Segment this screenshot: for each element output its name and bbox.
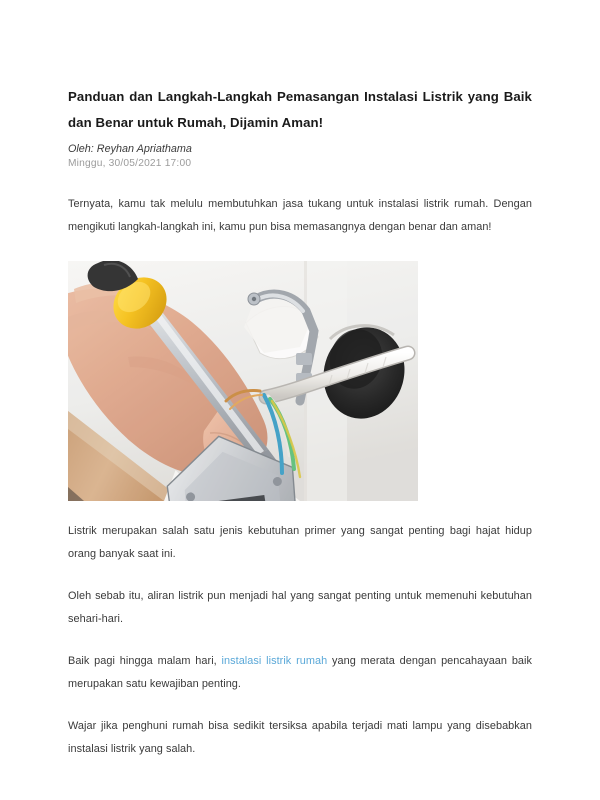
body-paragraph-4: Wajar jika penghuni rumah bisa sedikit tersiksa apabila terjadi mati lampu yang disebabkan instalasi listrik yang salah. <box>68 720 532 755</box>
article-body <box>68 84 532 761</box>
instalasi-listrik-rumah-link[interactable]: instalasi listrik rumah <box>221 655 328 667</box>
author-byline: Oleh: Reyhan Apriathama <box>68 143 192 155</box>
publish-timestamp: Minggu, 30/05/2021 17:00 <box>68 158 192 169</box>
page-title <box>68 84 532 136</box>
photo-illustration <box>68 261 418 501</box>
body-paragraph-3 <box>68 650 532 696</box>
paragraph-3-text-after: yang merata dengan pencahayaan baik merupakan satu kewajiban penting. <box>68 655 532 690</box>
body-paragraph-1: Listrik merupakan salah satu jenis kebutuhan primer yang sangat penting bagi hajat hidup orang banyak saat ini. <box>68 525 532 560</box>
article-figure <box>68 261 418 501</box>
page-title-line-2: dan Benar untuk Rumah, Dijamin Aman! <box>68 115 324 130</box>
article-photo <box>68 261 418 501</box>
paragraph-3-text-before: Baik pagi hingga malam hari, <box>68 655 222 667</box>
body-paragraph-2: Oleh sebab itu, aliran listrik pun menjadi hal yang sangat penting untuk memenuhi kebutuhan sehari-hari. <box>68 590 532 625</box>
intro-paragraph: Ternyata, kamu tak melulu membutuhkan jasa tukang untuk instalasi listrik rumah. Dengan mengikuti langkah-langkah ini, kamu pun bisa memasangnya dengan benar dan aman! <box>68 198 532 233</box>
page-title-line-1: Panduan dan Langkah-Langkah Pemasangan Instalasi Listrik yang Baik <box>68 89 532 104</box>
